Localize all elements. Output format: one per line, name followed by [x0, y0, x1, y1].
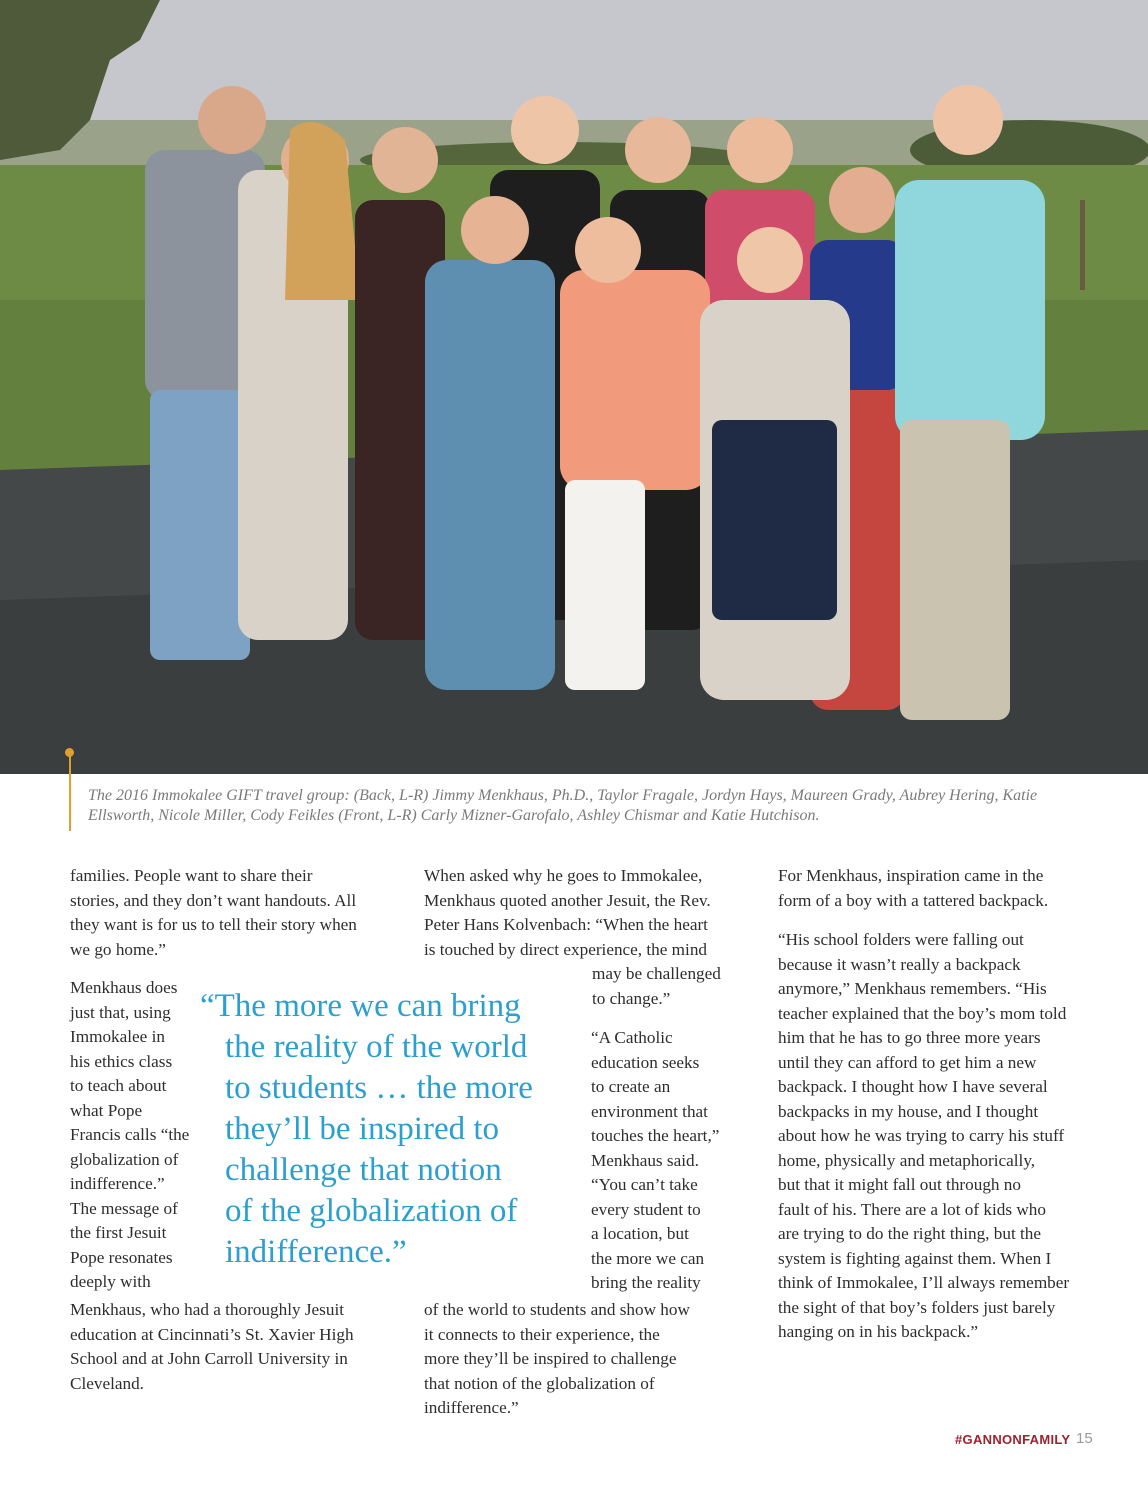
- photo-caption: The 2016 Immokalee GIFT travel group: (Back, L-R) Jimmy Menkhaus, Ph.D., Taylor Fragale, Jordyn Hays, Maureen Grady, Aubrey Hering, Katie Ellsworth, Nicole Miller, Cody Feikles (Front, L-R) Carly Mizner-Garofalo, Ashley Chismar and Katie Hutchison.: [88, 787, 1038, 824]
- col2-paragraph-d: of the world to students and show how it connects to their experience, the more they’ll be inspired to challenge that notion of the globalization of indifference.”: [424, 1300, 690, 1417]
- hashtag-footer: #GANNONFAMILY: [955, 1432, 1071, 1447]
- col2-paragraph-c: “A Catholic education seeks to create an environment that touches the heart,” Menkhaus said. “You can’t take every student to a location, but the more we can bring the reality: [591, 1028, 720, 1292]
- col2-paragraph-b: may be challenged to change.”: [592, 964, 721, 1008]
- col2-paragraph-a: When asked why he goes to Immokalee, Menkhaus quoted another Jesuit, the Rev. Peter Hans Kolvenbach: “When the heart is touched by direct experience, the mind: [424, 866, 711, 959]
- col1-paragraph-b: Menkhaus does just that, using Immokalee in his ethics class to teach about what Pope Francis calls “the globalization of indifference.” The message of the first Jesuit Pope resonates deeply with: [70, 978, 190, 1291]
- col1-paragraph-a: families. People want to share their stories, and they don’t want handouts. All they want is for us to tell their story when we go home.”: [70, 866, 357, 959]
- caption-rule: [69, 752, 71, 831]
- col3-paragraph-b: “His school folders were falling out because it wasn’t really a backpack anymore,” Menkhaus remembers. “His teacher explained that the boy’s mom told him that he has to go three more years until they can afford to get him a new backpack. I thought how I have several backpacks in my house, and I thought about how he was trying to carry his stuff home, physically and metaphorically, but that it might fall out through no fault of his. There are a lot of kids who are trying to do the right thing, but the system is fighting against them. When I think of Immokalee, I’ll always remember the sight of that boy’s folders just barely hanging on in his backpack.”: [778, 930, 1070, 1341]
- page-number: 15: [1076, 1430, 1093, 1447]
- col3-paragraph-a: For Menkhaus, inspiration came in the form of a boy with a tattered backpack.: [778, 866, 1049, 910]
- pull-quote: “The more we can bring the reality of the world to students … the more they’ll be inspired to challenge that notion of the globalization of indifference.”: [200, 988, 533, 1270]
- col1-paragraph-c: Menkhaus, who had a thoroughly Jesuit education at Cincinnati’s St. Xavier High School and at John Carroll University in Cleveland.: [70, 1300, 354, 1393]
